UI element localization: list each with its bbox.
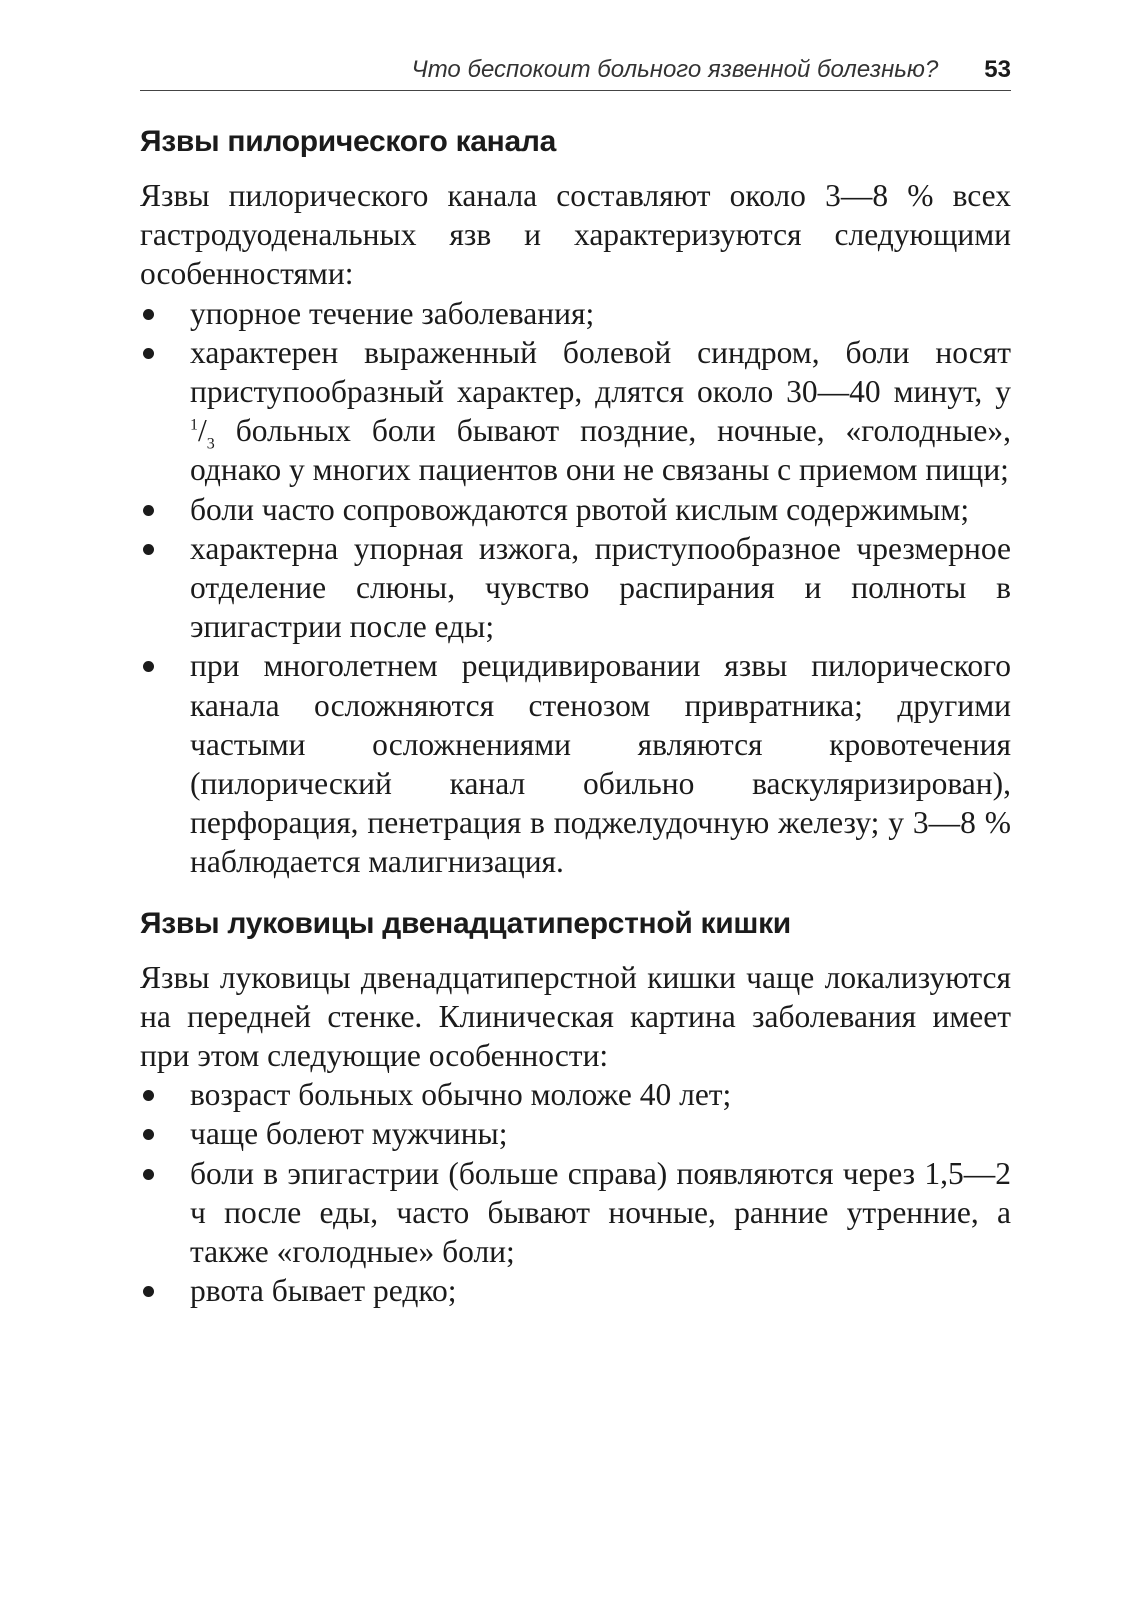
list-item [140,646,1011,881]
list-item [140,333,1011,490]
list-item-text: боли в эпигастрии (больше справа) появляются через 1,5—2 ч после еды, часто бывают ночные, ранние утренние, а также «голодные» боли; [190,1155,1011,1270]
list-item [140,1075,1011,1114]
list-item-text: рвота бывает редко; [190,1273,457,1309]
bullet-icon [143,348,154,359]
list-item-text-start: характерен выраженный болевой синдром, боли носят приступообразный характер, длятся около 30—40 минут, у [190,334,1011,410]
list-item-text: характерна упорная изжога, приступообразное чрезмерное отделение слюны, чувство распирания и полноты в эпигастрии после еды; [190,530,1011,645]
fraction-numerator: 1 [190,416,198,434]
list-item-text-end: больных боли бывают поздние, ночные, «голодные», однако у многих пациентов они не связаны с приемом пищи; [190,413,1011,488]
list-item-text: возраст больных обычно моложе 40 лет; [190,1077,732,1113]
list-item [140,294,1011,333]
fraction-denominator: 3 [206,435,215,453]
section-heading-duodenal-bulb: Язвы луковицы двенадцатиперстной кишки [140,906,791,940]
section-heading-pyloric-canal: Язвы пилорического канала [140,125,557,158]
bullet-list-duodenal-bulb [140,1075,1011,1310]
list-item [140,1114,1011,1153]
list-item [140,1154,1011,1272]
section-intro-duodenal-bulb: Язвы луковицы двенадцатиперстной кишки чаще локализуются на передней стенке. Клиническая картина заболевания имеет при этом следующие особенности: [140,959,1011,1074]
section-intro-pyloric-canal: Язвы пилорического канала составляют около 3—8 % всех гастродуоденальных язв и характеризуются следующими особенностями: [140,178,1011,292]
bullet-icon [143,661,154,672]
running-title: Что беспокоит больного язвенной болезнью? [411,56,939,83]
fraction-one-third [190,413,215,453]
page-number: 53 [984,56,1011,83]
bullet-icon [143,1286,154,1297]
bullet-icon [143,544,154,555]
list-item [140,529,1011,647]
fraction-slash: / [198,413,207,449]
page-content [140,122,1011,1310]
running-header [140,52,1011,91]
list-item-text: при многолетнем рецидивировании язвы пилорического канала осложняются стенозом привратника; другими частыми осложнениями являются кровотечения (пилорический канал обильно васкуляризирован), перфорация, пенетрация в поджелудочную железу; у 3—8 % наблюдается малигнизация. [190,648,1011,880]
bullet-icon [143,505,154,516]
list-item [140,1271,1011,1310]
bullet-icon [143,309,154,320]
list-item-text: боли часто сопровождаются рвотой кислым содержимым; [190,491,970,527]
list-item-text: упорное течение заболевания; [190,295,595,331]
bullet-icon [143,1129,154,1140]
bullet-list-pyloric-canal [140,294,1011,882]
bullet-icon [143,1090,154,1101]
bullet-icon [143,1169,154,1180]
list-item [140,490,1011,529]
list-item-text: чаще болеют мужчины; [190,1116,508,1152]
